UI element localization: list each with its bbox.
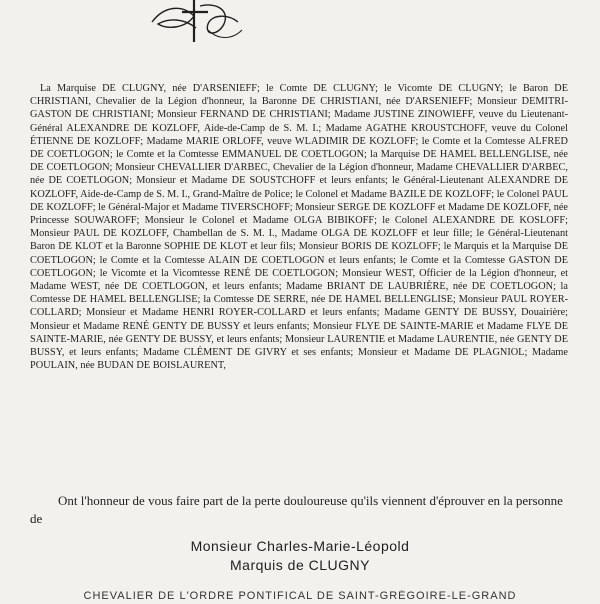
deceased-name: Monsieur Charles-Marie-Léopold (190, 538, 410, 554)
cross-monogram-icon (138, 0, 248, 50)
deceased-title: Marquis de CLUGNY (230, 557, 370, 573)
announcement-paragraph: Ont l'honneur de vous faire part de la perte douloureuse qu'ils viennent d'éprouver en la personne de (30, 493, 563, 526)
family-members-paragraph: La Marquise DE CLUGNY, née D'ARSENIEFF; le Comte DE CLUGNY; le Vicomte DE CLUGNY; le Baron DE CHRISTIANI, Chevalier de la Légion d'honneur, la Baronne DE CHRISTIANI, née D'ARSENIEFF; Monsieur DEMITRI-GASTON DE CHRISTIANI; Monsieur FERNAND DE CHRISTIANI; Madame JUSTINE ZINOWIEFF, veuve du Lieutenant-Général ALEXANDRE DE KOZLOFF, Aide-de-Camp de S. M. I.; Madame AGATHE KROUSTCHOFF, veuve du Colonel ÉTIENNE DE KOZLOFF; Madame MARIE ORLOFF, veuve WLADIMIR DE KOZLOFF; le Comte et la Comtesse ALFRED DE COETLOGON; le Comte et la Comtesse EMMANUEL DE COETLOGON; la Marquise DE HAMEL BELLENGLISE, née DE COETLOGON; Monsieur CHEVALLIER D'ARBEC, Chevalier de la Légion d'honneur, Madame CHEVALLIER D'ARBEC, née DE COETLOGON; Monsieur et Madame DE SOUSTCHOFF et leurs enfants; le Général-Lieutenant ALEXANDRE DE KOZLOFF, Aide-de-Camp de S. M. I., Grand-Maître de Police; le Colonel et Madame BAZILE DE KOZLOFF; le Colonel PAUL DE KOZLOFF; le Général-Major et Madame TIVERSCHOFF; Monsieur SERGE DE KOZLOFF et Madame DE KOZLOFF, née Princesse SOUWAROFF; Monsieur le Colonel et Madame OLGA BIBIKOFF; le Colonel ALEXANDRE DE KOSLOFF; Monsieur PAUL DE KOZLOFF, Chambellan de S. M. I., Madame OLGA DE KOZLOFF et leur fille; le Général-Lieutenant Baron DE KLOT et la Baronne SOPHIE DE KLOT et leur fils; Monsieur BORIS DE KOZLOFF; le Marquis et la Marquise DE COETLOGON; le Comte et la Comtesse ALAIN DE COETLOGON et leurs enfants; le Comte et la Comtesse GASTON DE COETLOGON; le Vicomte et la Vicomtesse RENÉ DE COETLOGON; Monsieur WEST, Officier de la Légion d'honneur, et Madame WEST, née DE COETLOGON, et leurs enfants; Madame BRIANT DE LAUBRIÈRE, née DE COETLOGON; la Comtesse DE HAMEL BELLENGLISE; la Comtesse DE SERRE, née DE HAMEL BELLENGLISE; Monsieur PAUL ROYER-COLLARD; Monsieur et Madame HENRI ROYER-COLLARD et leurs enfants; Madame GENTY DE BUSSY, Douairière; Monsieur et Madame RENÉ GENTY DE BUSSY et leurs enfants; Monsieur FLYE DE SAINTE-MARIE et Madame FLYE DE SAINTE-MARIE, née GENTY DE BUSSY, et leurs enfants; Monsieur LAURENTIE et Madame LAURENTIE, née GENTY DE BUSSY, et leurs enfants; Madame CLÉMENT DE GIVRY et ses enfants; Monsieur et Madame DE PLAGNIOL; Madame POULAIN, née BUDAN DE BOISLAURENT, (30, 83, 568, 372)
cut-off-honors-line: CHEVALIER DE L'ORDRE PONTIFICAL DE SAINT-GRÉGOIRE-LE-GRAND (83, 590, 517, 602)
